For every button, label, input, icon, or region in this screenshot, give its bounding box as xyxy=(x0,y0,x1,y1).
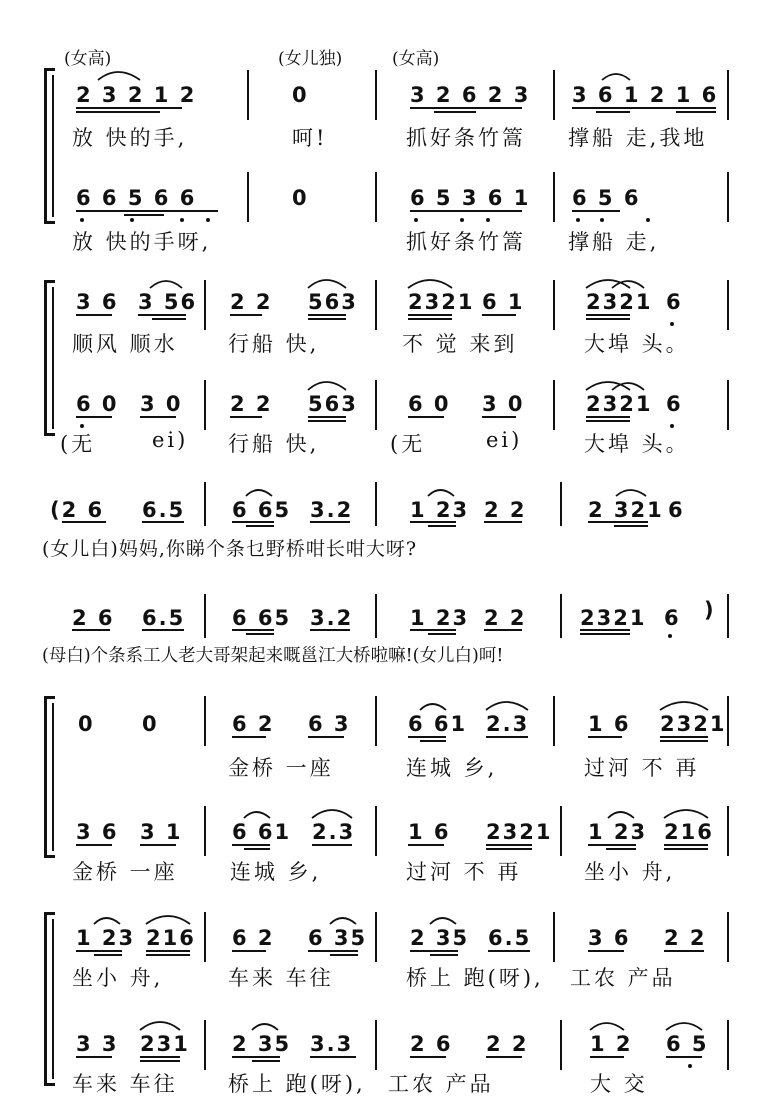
slur xyxy=(330,918,356,924)
note-group: (2 6 xyxy=(50,498,105,522)
note-group: 3 6 xyxy=(76,820,119,844)
note-group: 3.2 xyxy=(310,606,354,630)
note-group: 2321 xyxy=(580,606,647,630)
note-group: 1 23 xyxy=(76,926,136,950)
slur xyxy=(252,1024,278,1030)
lyric: 大 交 xyxy=(590,1072,648,1096)
lyric: 行船 快, xyxy=(228,332,320,356)
octave-dot xyxy=(130,218,134,222)
lyric: 坐小 舟, xyxy=(584,860,676,884)
note-group: 0 xyxy=(292,83,309,107)
note-group: 6 61 xyxy=(232,820,292,844)
note-group: 2 6 xyxy=(72,606,115,630)
note-group: 6 0 xyxy=(76,392,119,416)
lyric: 工农 产品 xyxy=(388,1072,494,1096)
lyric: 抓好条竹篙 xyxy=(406,126,526,150)
slur xyxy=(140,1022,180,1030)
note-group: 2 2 xyxy=(664,926,707,950)
octave-dot xyxy=(180,218,184,222)
note-group: 0 xyxy=(78,712,95,736)
note-group: 6 61 xyxy=(408,712,468,736)
note-group: 6 5 6 xyxy=(572,186,641,210)
note-group: 1 6 xyxy=(588,712,631,736)
slur xyxy=(308,382,346,390)
note-group: 2 2 xyxy=(484,498,527,522)
slur xyxy=(150,281,182,288)
slur xyxy=(486,702,528,710)
note-group: 3 0 xyxy=(140,392,183,416)
note-group: 1 2 xyxy=(590,1032,633,1056)
note-group: 6 xyxy=(664,606,681,630)
note-group: 2 2 xyxy=(484,606,527,630)
octave-dot xyxy=(80,218,84,222)
lyric: 呵! xyxy=(292,126,328,150)
note-group: 6 35 xyxy=(308,926,368,950)
note-group: 6 6 5 6 6 xyxy=(76,186,197,210)
note-group: 563 xyxy=(308,392,358,416)
lyric: 工农 产品 xyxy=(570,966,676,990)
lyric: 过河 不 再 xyxy=(584,756,700,780)
note-group: 2 35 xyxy=(232,1032,292,1056)
note-group: 6.5 xyxy=(488,926,532,950)
lyric: 不 觉 来到 xyxy=(402,332,518,356)
note-group: 3 6 1 2 1 6 xyxy=(572,83,719,107)
note-group: 2 2 xyxy=(230,290,273,314)
octave-dot xyxy=(688,1064,692,1068)
slur xyxy=(664,810,708,818)
note-group: 216 xyxy=(146,926,196,950)
lyric: (无 xyxy=(390,432,426,456)
note-group: 2 2 xyxy=(486,1032,529,1056)
slur xyxy=(246,490,272,496)
octave-dot xyxy=(670,322,674,326)
lyric: 金桥 一座 xyxy=(72,860,178,884)
note-group: 3 3 xyxy=(76,1032,119,1056)
note-group: 2321 xyxy=(408,290,475,314)
octave-dot xyxy=(206,218,210,222)
lyric: 撑船 走,我地 xyxy=(568,126,708,150)
note-group: 2.3 xyxy=(312,820,356,844)
slur xyxy=(608,812,634,818)
slur xyxy=(244,812,270,818)
note-group: 0 xyxy=(142,712,159,736)
lyric: 抓好条竹篙 xyxy=(406,230,526,254)
note-group: 563 xyxy=(308,290,358,314)
part-mark-soprano-2: (女高) xyxy=(392,49,440,69)
note-group: 3 56 xyxy=(138,290,198,314)
octave-dot xyxy=(600,218,604,222)
note-group: 2 2 xyxy=(230,392,273,416)
note-group: 6.5 xyxy=(142,498,186,522)
lyric: ei) xyxy=(152,428,189,452)
slur xyxy=(602,74,630,80)
note-group: 6 2 xyxy=(232,712,275,736)
lyric: 过河 不 再 xyxy=(406,860,522,884)
note-group: 6 0 xyxy=(408,392,451,416)
lyric: 金桥 一座 xyxy=(228,756,334,780)
part-mark-soprano: (女高) xyxy=(64,49,112,69)
note-group: ) xyxy=(704,598,716,622)
note-group: 6 3 xyxy=(308,712,351,736)
slur xyxy=(312,810,352,818)
octave-dot xyxy=(576,218,580,222)
slur xyxy=(408,280,452,288)
note-group: 6.5 xyxy=(142,606,186,630)
note-group: 3 0 xyxy=(482,392,525,416)
note-group: 6 xyxy=(666,392,683,416)
lyric: 车来 车往 xyxy=(72,1072,178,1096)
octave-dot xyxy=(646,218,650,222)
note-group: 216 xyxy=(664,820,714,844)
note-group: 6 65 xyxy=(232,498,292,522)
note-group: 6 xyxy=(668,498,685,522)
octave-dot xyxy=(486,218,490,222)
note-group: 6 5 3 6 1 xyxy=(410,186,531,210)
lyric: 大埠 头。 xyxy=(584,332,690,356)
lyric: 桥上 跑(呀), xyxy=(406,966,544,990)
slur xyxy=(616,490,646,496)
note-group: 6 65 xyxy=(232,606,292,630)
lyric: 连城 乡, xyxy=(406,756,498,780)
lyric: (无 xyxy=(60,432,96,456)
slur xyxy=(420,704,446,710)
lyric: 放 快的手, xyxy=(72,126,188,150)
spoken-dialogue: (母白)个条系工人老大哥架起来嘅邕江大桥啦嘛!(女儿白)呵! xyxy=(42,646,504,666)
spoken-dialogue: (女儿白)妈妈,你睇个条乜野桥咁长咁大呀? xyxy=(42,538,418,560)
part-mark-daughter: (女儿独) xyxy=(278,49,343,69)
note-group: 2321 xyxy=(660,712,727,736)
note-group: 231 xyxy=(140,1032,190,1056)
note-group: 6 1 xyxy=(482,290,525,314)
octave-dot xyxy=(668,634,672,638)
lyric: 车来 车往 xyxy=(228,966,334,990)
slur xyxy=(428,490,454,496)
slur xyxy=(308,280,346,288)
note-group: 3.3 xyxy=(310,1032,354,1056)
slur xyxy=(660,702,708,710)
lyric: ei) xyxy=(486,428,523,452)
slur xyxy=(98,72,140,80)
lyric: 大埠 头。 xyxy=(584,432,690,456)
note-group: 2321 xyxy=(486,820,553,844)
note-group: 3.2 xyxy=(310,498,354,522)
slur xyxy=(146,916,190,924)
note-group: 1 23 xyxy=(410,606,470,630)
octave-dot xyxy=(460,218,464,222)
slur xyxy=(666,1023,702,1030)
note-group: 1 23 xyxy=(410,498,470,522)
lyric: 坐小 舟, xyxy=(72,966,164,990)
note-group: 1 23 xyxy=(588,820,648,844)
note-group: 3 1 xyxy=(140,820,183,844)
lyric: 顺风 顺水 xyxy=(72,332,178,356)
note-group: 2321 xyxy=(586,290,653,314)
note-group: 1 6 xyxy=(408,820,451,844)
lyric: 桥上 跑(呀), xyxy=(228,1072,366,1096)
slur xyxy=(430,918,456,924)
note-group: 6 xyxy=(666,290,683,314)
slur xyxy=(94,918,120,924)
note-group: 6 5 xyxy=(666,1032,709,1056)
note-group: 3 6 xyxy=(76,290,119,314)
note-group: 3 6 xyxy=(588,926,631,950)
octave-dot xyxy=(414,218,418,222)
octave-dot xyxy=(80,424,84,428)
note-group: 2 3 2 1 2 xyxy=(76,83,197,107)
note-group: 2.3 xyxy=(486,712,530,736)
note-group: 2 6 xyxy=(410,1032,453,1056)
note-group: 0 xyxy=(292,186,309,210)
note-group: 2 35 xyxy=(410,926,470,950)
octave-dot xyxy=(670,424,674,428)
note-group: 3 2 6 2 3 xyxy=(410,83,531,107)
lyric: 行船 快, xyxy=(228,432,320,456)
slur xyxy=(590,1023,624,1030)
note-group: 2321 xyxy=(586,392,653,416)
lyric: 撑船 走, xyxy=(568,230,660,254)
lyric: 放 快的手呀, xyxy=(72,230,212,254)
note-group: 6 2 xyxy=(232,926,275,950)
lyric: 连城 乡, xyxy=(230,860,322,884)
note-group: 2 321 xyxy=(588,498,664,522)
